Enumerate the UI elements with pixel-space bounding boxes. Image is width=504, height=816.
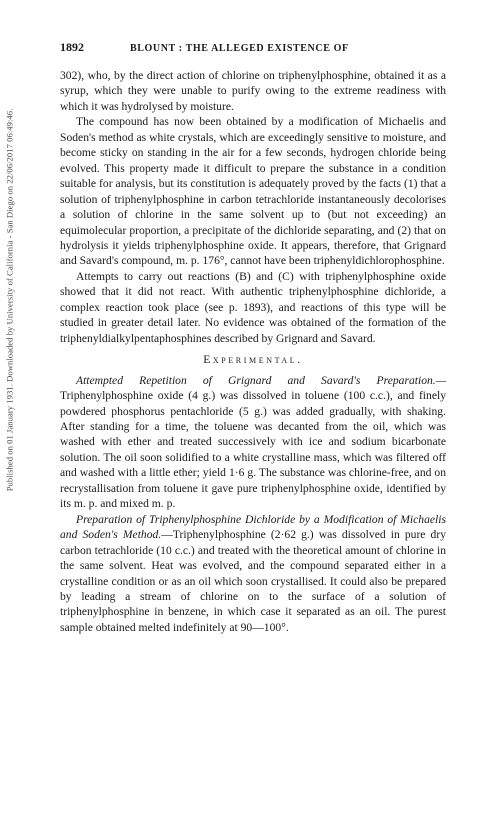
paragraph-continuation: 302), who, by the direct action of chlorine on triphenylphosphine, obtained it as a syrup, which they were unable to purify owing to the extreme readiness with which it was hydrolysed by moisture. bbox=[60, 69, 446, 113]
paragraph-experiment-1 bbox=[60, 373, 446, 512]
experiment-1-title: Attempted Repetition of Grignard and Savard's Preparation.— bbox=[76, 373, 446, 387]
paragraph-attempts: Attempts to carry out reactions (B) and (C) with triphenylphosphine oxide showed that it did not react. With authentic triphenylphosphine dichloride, a complex reaction took place (see p. 1893), and reactions of this type will be studied in greater detail later. No evidence was obtained of the formation of the triphenyldialkylpentaphosphines described by Grignard and Savard. bbox=[60, 269, 446, 345]
experiment-1-text: Triphenylphosphine oxide (4 g.) was dissolved in toluene (100 c.c.), and finely powdered phosphorus pentachloride (5 g.) was added gradually, with shaking. After standing for a time, the toluene was decanted from the oil, which was washed with ether and treated successively with ice and sodium bicarbonate solution. The oil soon solidified to a white crystalline mass, which was filtered off and washed with a little ether; yield 1·6 g. The substance was chlorine-free, and on recrystallisation from toluene it gave pure triphenylphosphine oxide, identified by its m. p. and mixed m. p. bbox=[60, 389, 446, 511]
article-body bbox=[60, 68, 446, 635]
page-header bbox=[60, 40, 446, 55]
watermark-text: Published on 01 January 1931. Downloaded by University of California - San Diego on 22/06/2017 06:49:46. bbox=[4, 108, 15, 492]
paragraph-compound: The compound has now been obtained by a modification of Michaelis and Soden's method as white crystals, which are exceedingly sensitive to moisture, and become sticky on standing in the air for a few seconds, hydrogen chloride being evolved. This property made it difficult to prepare the substance in a condition suitable for analysis, but its constitution is adequately proved by the facts (1) that a solution of triphenylphosphine in carbon tetrachloride instantaneously decolorises a solution of chlorine in the same solvent up to (but not exceeding) an equimolecular proportion, a precipitate of the dichloride separating, and (2) that on hydrolysis it yields triphenylphosphine oxide. It appears, therefore, that Grignard and Savard's compound, m. p. 176°, cannot have been triphenyldichlorophosphine. bbox=[60, 115, 446, 268]
page-number: 1892 bbox=[60, 40, 84, 54]
paragraph-experiment-2 bbox=[60, 512, 446, 636]
running-head: BLOUNT : THE ALLEGED EXISTENCE OF bbox=[130, 43, 349, 54]
section-heading: Experimental. bbox=[203, 353, 303, 367]
experiment-2-text: —Triphenylphosphine (2·62 g.) was dissolved in pure dry carbon tetrachloride (10 c.c.) and treated with the theoretical amount of chlorine in the same solvent. Heat was evolved, and the compound separated either in a crystalline condition or as an oil which soon crystallised. It could also be prepared by leading a stream of chlorine on to the surface of a solution of triphenylphosphine in benzene, in which case it separated as an oil. The purest sample obtained melted indefinitely at 90—100°. bbox=[60, 528, 446, 634]
publication-watermark bbox=[2, 40, 16, 560]
experiment-2-title: Preparation of Triphenylphosphine Dichloride by a Modification of Michaelis and Soden's Method. bbox=[60, 512, 446, 542]
